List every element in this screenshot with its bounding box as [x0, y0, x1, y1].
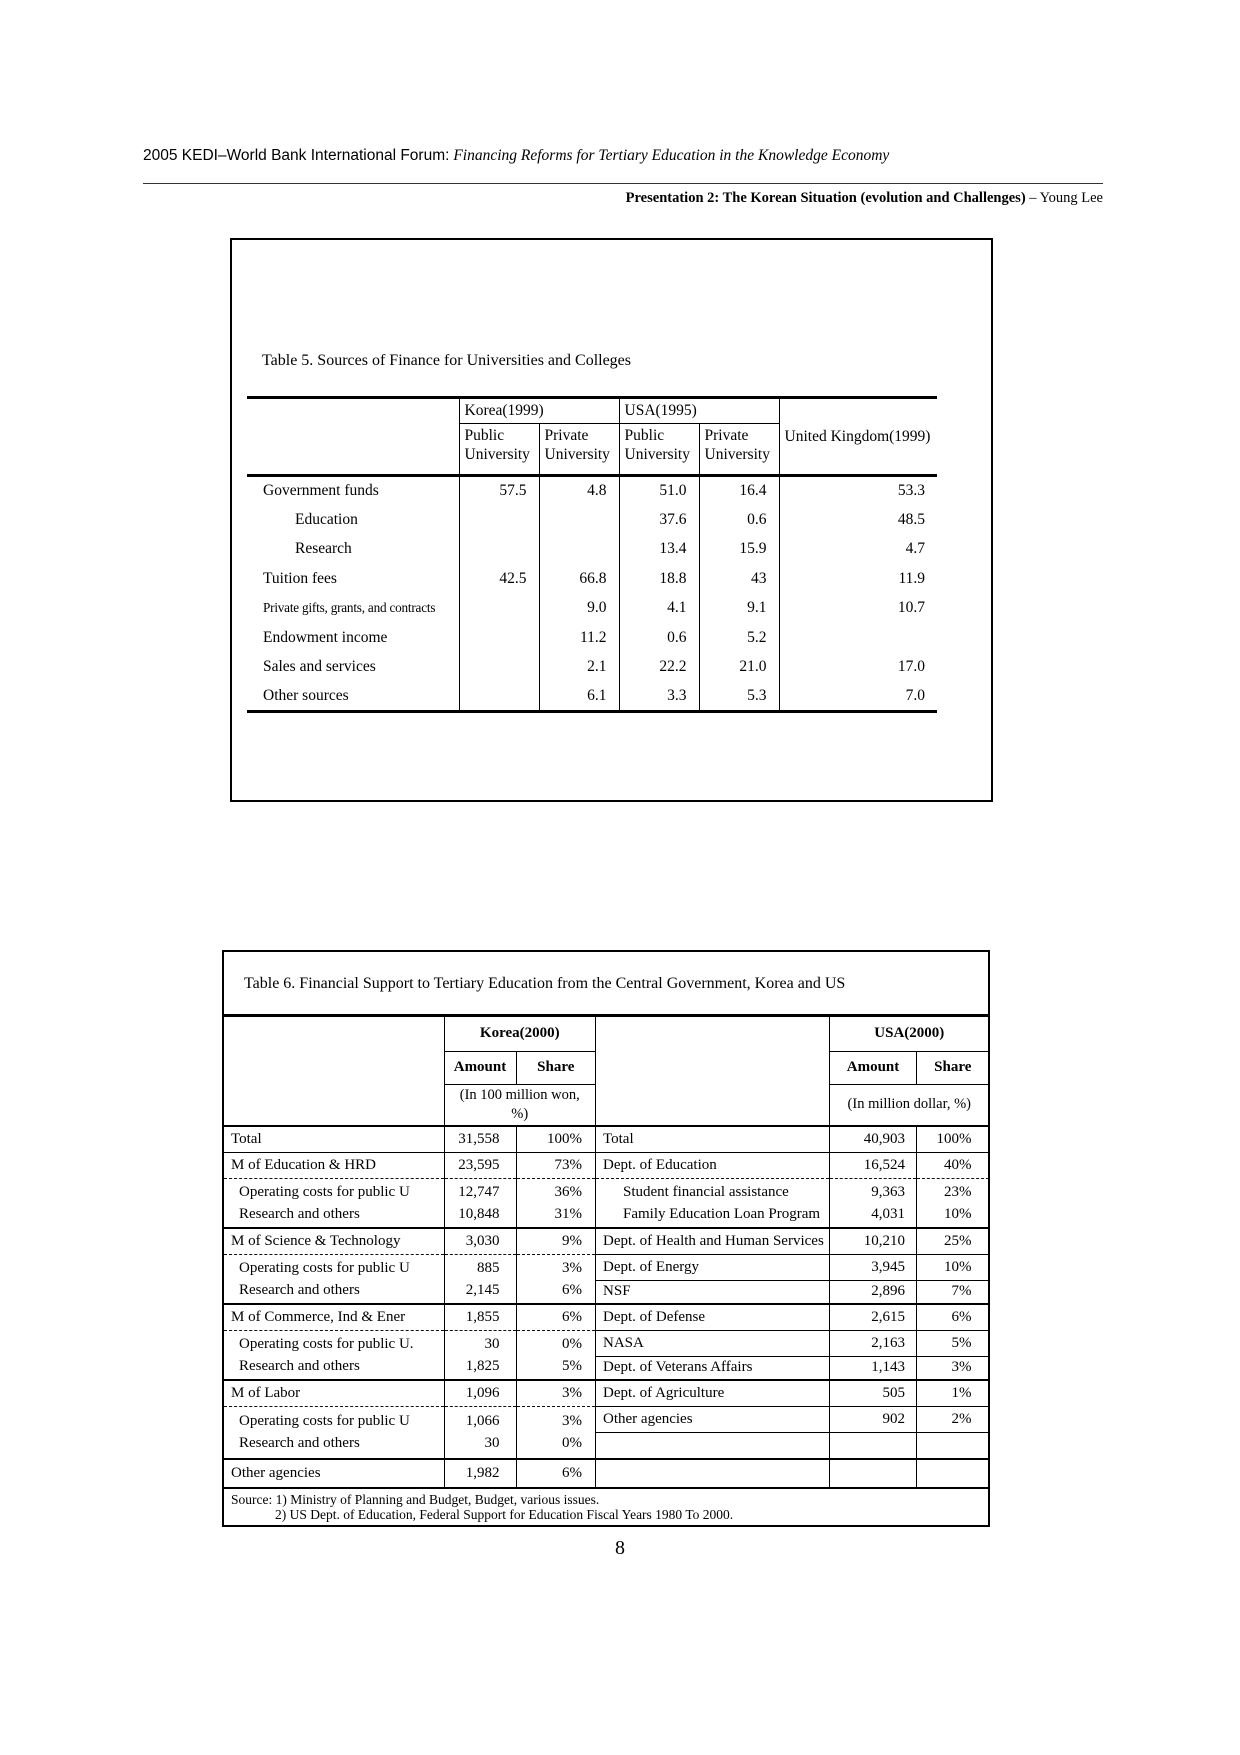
presentation-author: – Young Lee [1025, 190, 1103, 206]
table-row [224, 1152, 595, 1178]
cell-value: 4.1 [619, 594, 699, 624]
source-line-1: Source: 1) Ministry of Planning and Budget, Budget, various issues. [231, 1492, 600, 1507]
cell-amount: 3,030 [444, 1228, 516, 1254]
cell-value: 0.6 [699, 505, 779, 535]
sub-cell-amount-1: 12,747 [458, 1183, 500, 1200]
cell-amount [830, 1178, 917, 1228]
cell-share: 6% [516, 1459, 595, 1487]
presentation-header [143, 190, 1103, 207]
cell-value: 3.3 [619, 682, 699, 712]
sub-cell-share-2: 31% [554, 1205, 583, 1222]
table-row [596, 1280, 989, 1304]
forum-header-subtitle: Financing Reforms for Tertiary Education in the Knowledge Economy [449, 147, 890, 164]
cell-value [459, 505, 539, 535]
cell-share: 7% [917, 1280, 989, 1304]
page-number: 8 [615, 1537, 625, 1559]
cell-share: 73% [516, 1152, 595, 1178]
row-label: Sales and services [263, 658, 376, 676]
cell-value: 0.6 [619, 623, 699, 653]
cell-amount: 16,524 [830, 1152, 917, 1178]
table5 [247, 396, 937, 713]
sub-cell-amount-2: 2,145 [465, 1281, 500, 1298]
cell-share: 3% [917, 1356, 989, 1380]
cell-amount [830, 1459, 917, 1487]
cell-value: 5.2 [699, 623, 779, 653]
sub-row-label-2: Research and others [239, 1435, 360, 1452]
table-row [596, 1459, 989, 1487]
cell-amount: 2,163 [830, 1330, 917, 1356]
cell-amount [830, 1432, 917, 1459]
cell-value: 57.5 [459, 476, 539, 506]
cell-value: 53.3 [779, 476, 937, 506]
cell-value: 16.4 [699, 476, 779, 506]
table-row [596, 1126, 989, 1152]
corner-cell [224, 1017, 444, 1126]
column-header: Public University [459, 424, 539, 476]
cell-share [516, 1406, 595, 1459]
table-row [247, 564, 937, 594]
cell-value: 43 [699, 564, 779, 594]
cell-value [539, 535, 619, 565]
table-row [247, 505, 937, 535]
row-label: NSF [596, 1280, 830, 1304]
row-label [596, 1178, 830, 1228]
table-row [596, 1330, 989, 1356]
cell-share [516, 1330, 595, 1380]
cell-value: 4.8 [539, 476, 619, 506]
cell-share [917, 1459, 989, 1487]
table-row [224, 1406, 595, 1459]
table-row [247, 653, 937, 683]
table5-box [230, 238, 993, 802]
row-label [224, 1178, 444, 1228]
cell-share: 3% [516, 1380, 595, 1406]
table-row [596, 1304, 989, 1330]
cell-amount [444, 1254, 516, 1304]
table-row [247, 398, 937, 424]
table-row [596, 1152, 989, 1178]
column-header-share: Share [917, 1051, 989, 1084]
cell-amount: 902 [830, 1406, 917, 1432]
sub-cell-amount-2: 10,848 [458, 1205, 500, 1222]
sub-cell-share-2: 6% [562, 1281, 583, 1298]
source-line-2: 2) US Dept. of Education, Federal Support for Education Fiscal Years 1980 To 2000. [275, 1507, 734, 1522]
cell-value: 10.7 [779, 594, 937, 624]
unit-note: (In 100 million won, %) [444, 1084, 595, 1126]
table-row [224, 1304, 595, 1330]
cell-value [459, 623, 539, 653]
row-label: M of Commerce, Ind & Ener [224, 1304, 444, 1330]
cell-amount: 23,595 [444, 1152, 516, 1178]
table-row [247, 594, 937, 624]
cell-value [779, 623, 937, 653]
sub-row-label-2: Research and others [239, 1205, 360, 1222]
cell-share: 10% [917, 1254, 989, 1280]
presentation-title: Presentation 2: The Korean Situation (evolution and Challenges) [625, 190, 1026, 206]
table-row [224, 1178, 595, 1228]
column-header: Private University [699, 424, 779, 476]
column-header-amount: Amount [444, 1051, 516, 1084]
column-group-usa: USA(2000) [830, 1017, 989, 1051]
cell-value [459, 535, 539, 565]
sub-row-label-1: Student financial assistance [623, 1183, 789, 1200]
sub-cell-amount-1: 885 [477, 1259, 500, 1276]
cell-value: 48.5 [779, 505, 937, 535]
table-row [596, 1228, 989, 1254]
row-label: Dept. of Veterans Affairs [596, 1356, 830, 1380]
table-row [224, 1380, 595, 1406]
cell-share: 2% [917, 1406, 989, 1432]
sub-cell-amount-1: 9,363 [871, 1183, 906, 1200]
cell-value: 18.8 [619, 564, 699, 594]
sub-row-label-1: Operating costs for public U. [239, 1335, 414, 1352]
cell-share [516, 1178, 595, 1228]
cell-share [516, 1254, 595, 1304]
row-label [224, 1406, 444, 1459]
cell-value [459, 653, 539, 683]
row-label: Other sources [263, 687, 349, 704]
cell-share: 100% [917, 1126, 989, 1152]
sub-row-label-1: Operating costs for public U [239, 1413, 410, 1430]
cell-value: 9.0 [539, 594, 619, 624]
cell-amount: 1,143 [830, 1356, 917, 1380]
cell-value: 15.9 [699, 535, 779, 565]
row-label: Other agencies [596, 1406, 830, 1432]
cell-value: 5.3 [699, 682, 779, 712]
cell-value: 17.0 [779, 653, 937, 683]
column-header-share: Share [516, 1051, 595, 1084]
table-row [596, 1254, 989, 1280]
table-row [596, 1406, 989, 1432]
sub-row-label-2: Research and others [239, 1281, 360, 1298]
forum-header-title: 2005 KEDI–World Bank International Forum: [143, 147, 450, 164]
sub-cell-share-2: 5% [562, 1357, 583, 1374]
cell-value: 11.9 [779, 564, 937, 594]
header-rule [143, 183, 1103, 184]
table-row [247, 623, 937, 653]
sub-cell-amount-1: 1,066 [465, 1413, 500, 1430]
row-label: Dept. of Defense [596, 1304, 830, 1330]
row-label: Dept. of Agriculture [596, 1380, 830, 1406]
cell-amount: 10,210 [830, 1228, 917, 1254]
cell-amount: 3,945 [830, 1254, 917, 1280]
row-label: Private gifts, grants, and contracts [263, 600, 436, 616]
column-group-uk: United Kingdom(1999) [779, 398, 937, 476]
cell-value [539, 505, 619, 535]
cell-amount: 2,615 [830, 1304, 917, 1330]
table6-source-note [224, 1489, 988, 1525]
column-header-amount: Amount [830, 1051, 917, 1084]
sub-cell-amount-2: 1,825 [465, 1357, 500, 1374]
cell-value [459, 682, 539, 712]
cell-value: 42.5 [459, 564, 539, 594]
row-label: Total [224, 1126, 444, 1152]
cell-amount: 505 [830, 1380, 917, 1406]
cell-value [459, 594, 539, 624]
sub-cell-share-1: 23% [944, 1183, 972, 1200]
cell-share: 100% [516, 1126, 595, 1152]
cell-amount [444, 1178, 516, 1228]
column-header: Private University [539, 424, 619, 476]
row-label: Total [596, 1126, 830, 1152]
table-row [596, 1178, 989, 1228]
row-label: Dept. of Energy [596, 1254, 830, 1280]
row-label [224, 1330, 444, 1380]
table-row [224, 1254, 595, 1304]
table-row [224, 1228, 595, 1254]
cell-share: 25% [917, 1228, 989, 1254]
cell-amount: 2,896 [830, 1280, 917, 1304]
cell-value: 13.4 [619, 535, 699, 565]
sub-row-label-1: Operating costs for public U [239, 1183, 410, 1200]
row-label: M of Education & HRD [224, 1152, 444, 1178]
table-row [224, 1126, 595, 1152]
sub-row-label-1: Operating costs for public U [239, 1259, 410, 1276]
cell-value: 37.6 [619, 505, 699, 535]
table-row [224, 1017, 595, 1051]
column-group-usa: USA(1995) [619, 398, 779, 424]
cell-amount [444, 1330, 516, 1380]
table6-usa [595, 1017, 989, 1487]
cell-amount: 1,982 [444, 1459, 516, 1487]
sub-cell-share-2: 0% [562, 1435, 583, 1452]
cell-value: 11.2 [539, 623, 619, 653]
cell-value: 4.7 [779, 535, 937, 565]
sub-cell-share-1: 3% [562, 1259, 583, 1276]
row-label: Endowment income [263, 628, 388, 646]
table-row [596, 1380, 989, 1406]
sub-cell-amount-2: 30 [484, 1435, 500, 1452]
cell-value: 6.1 [539, 682, 619, 712]
cell-amount: 40,903 [830, 1126, 917, 1152]
row-label: NASA [596, 1330, 830, 1356]
column-group-korea: Korea(1999) [459, 398, 619, 424]
sub-row-label-2: Research and others [239, 1357, 360, 1374]
table-row [596, 1017, 989, 1051]
cell-value: 51.0 [619, 476, 699, 506]
cell-amount: 1,096 [444, 1380, 516, 1406]
cell-value: 22.2 [619, 653, 699, 683]
table5-title: Table 5. Sources of Finance for Universities and Colleges [262, 352, 632, 369]
column-group-korea: Korea(2000) [444, 1017, 595, 1051]
row-label [596, 1459, 830, 1487]
cell-share: 9% [516, 1228, 595, 1254]
cell-share: 5% [917, 1330, 989, 1356]
table6-title: Table 6. Financial Support to Tertiary Education from the Central Government, Korea and US [244, 975, 846, 992]
cell-share [917, 1178, 989, 1228]
sub-cell-share-1: 0% [562, 1335, 583, 1352]
sub-cell-share-2: 10% [944, 1205, 972, 1222]
row-label: M of Labor [224, 1380, 444, 1406]
cell-value: 7.0 [779, 682, 937, 712]
row-label: Tuition fees [263, 569, 337, 587]
cell-share: 6% [516, 1304, 595, 1330]
row-label: Other agencies [224, 1459, 444, 1487]
row-label: Government funds [263, 482, 379, 499]
cell-value: 2.1 [539, 653, 619, 683]
row-label: Dept. of Education [596, 1152, 830, 1178]
cell-value: 21.0 [699, 653, 779, 683]
column-header: Public University [619, 424, 699, 476]
sub-cell-amount-2: 4,031 [871, 1205, 906, 1222]
cell-share: 40% [917, 1152, 989, 1178]
cell-share [917, 1432, 989, 1459]
cell-amount [444, 1406, 516, 1459]
table6-box [222, 950, 990, 1527]
cell-amount: 31,558 [444, 1126, 516, 1152]
cell-value: 66.8 [539, 564, 619, 594]
table-row [224, 1459, 595, 1487]
table-row [247, 535, 937, 565]
corner-cell [596, 1017, 830, 1126]
cell-amount: 1,855 [444, 1304, 516, 1330]
row-label: Education [295, 510, 358, 528]
forum-header [143, 147, 889, 165]
sub-cell-share-1: 36% [554, 1183, 583, 1200]
table-row [596, 1432, 989, 1459]
sub-row-label-2: Family Education Loan Program [623, 1205, 821, 1222]
table-row [247, 682, 937, 712]
unit-note: (In million dollar, %) [830, 1084, 989, 1126]
sub-cell-amount-1: 30 [484, 1335, 500, 1352]
row-label: M of Science & Technology [224, 1228, 444, 1254]
table6-korea [224, 1017, 595, 1487]
row-label [596, 1432, 830, 1459]
cell-share: 6% [917, 1304, 989, 1330]
row-label: Dept. of Health and Human Services [596, 1228, 830, 1254]
cell-share: 1% [917, 1380, 989, 1406]
corner-cell [247, 398, 459, 476]
cell-value: 9.1 [699, 594, 779, 624]
row-label: Research [295, 540, 352, 558]
table-row [596, 1356, 989, 1380]
table-row [247, 476, 937, 506]
table-row [224, 1330, 595, 1380]
sub-cell-share-1: 3% [562, 1413, 583, 1430]
table6 [224, 1014, 988, 1489]
row-label [224, 1254, 444, 1304]
